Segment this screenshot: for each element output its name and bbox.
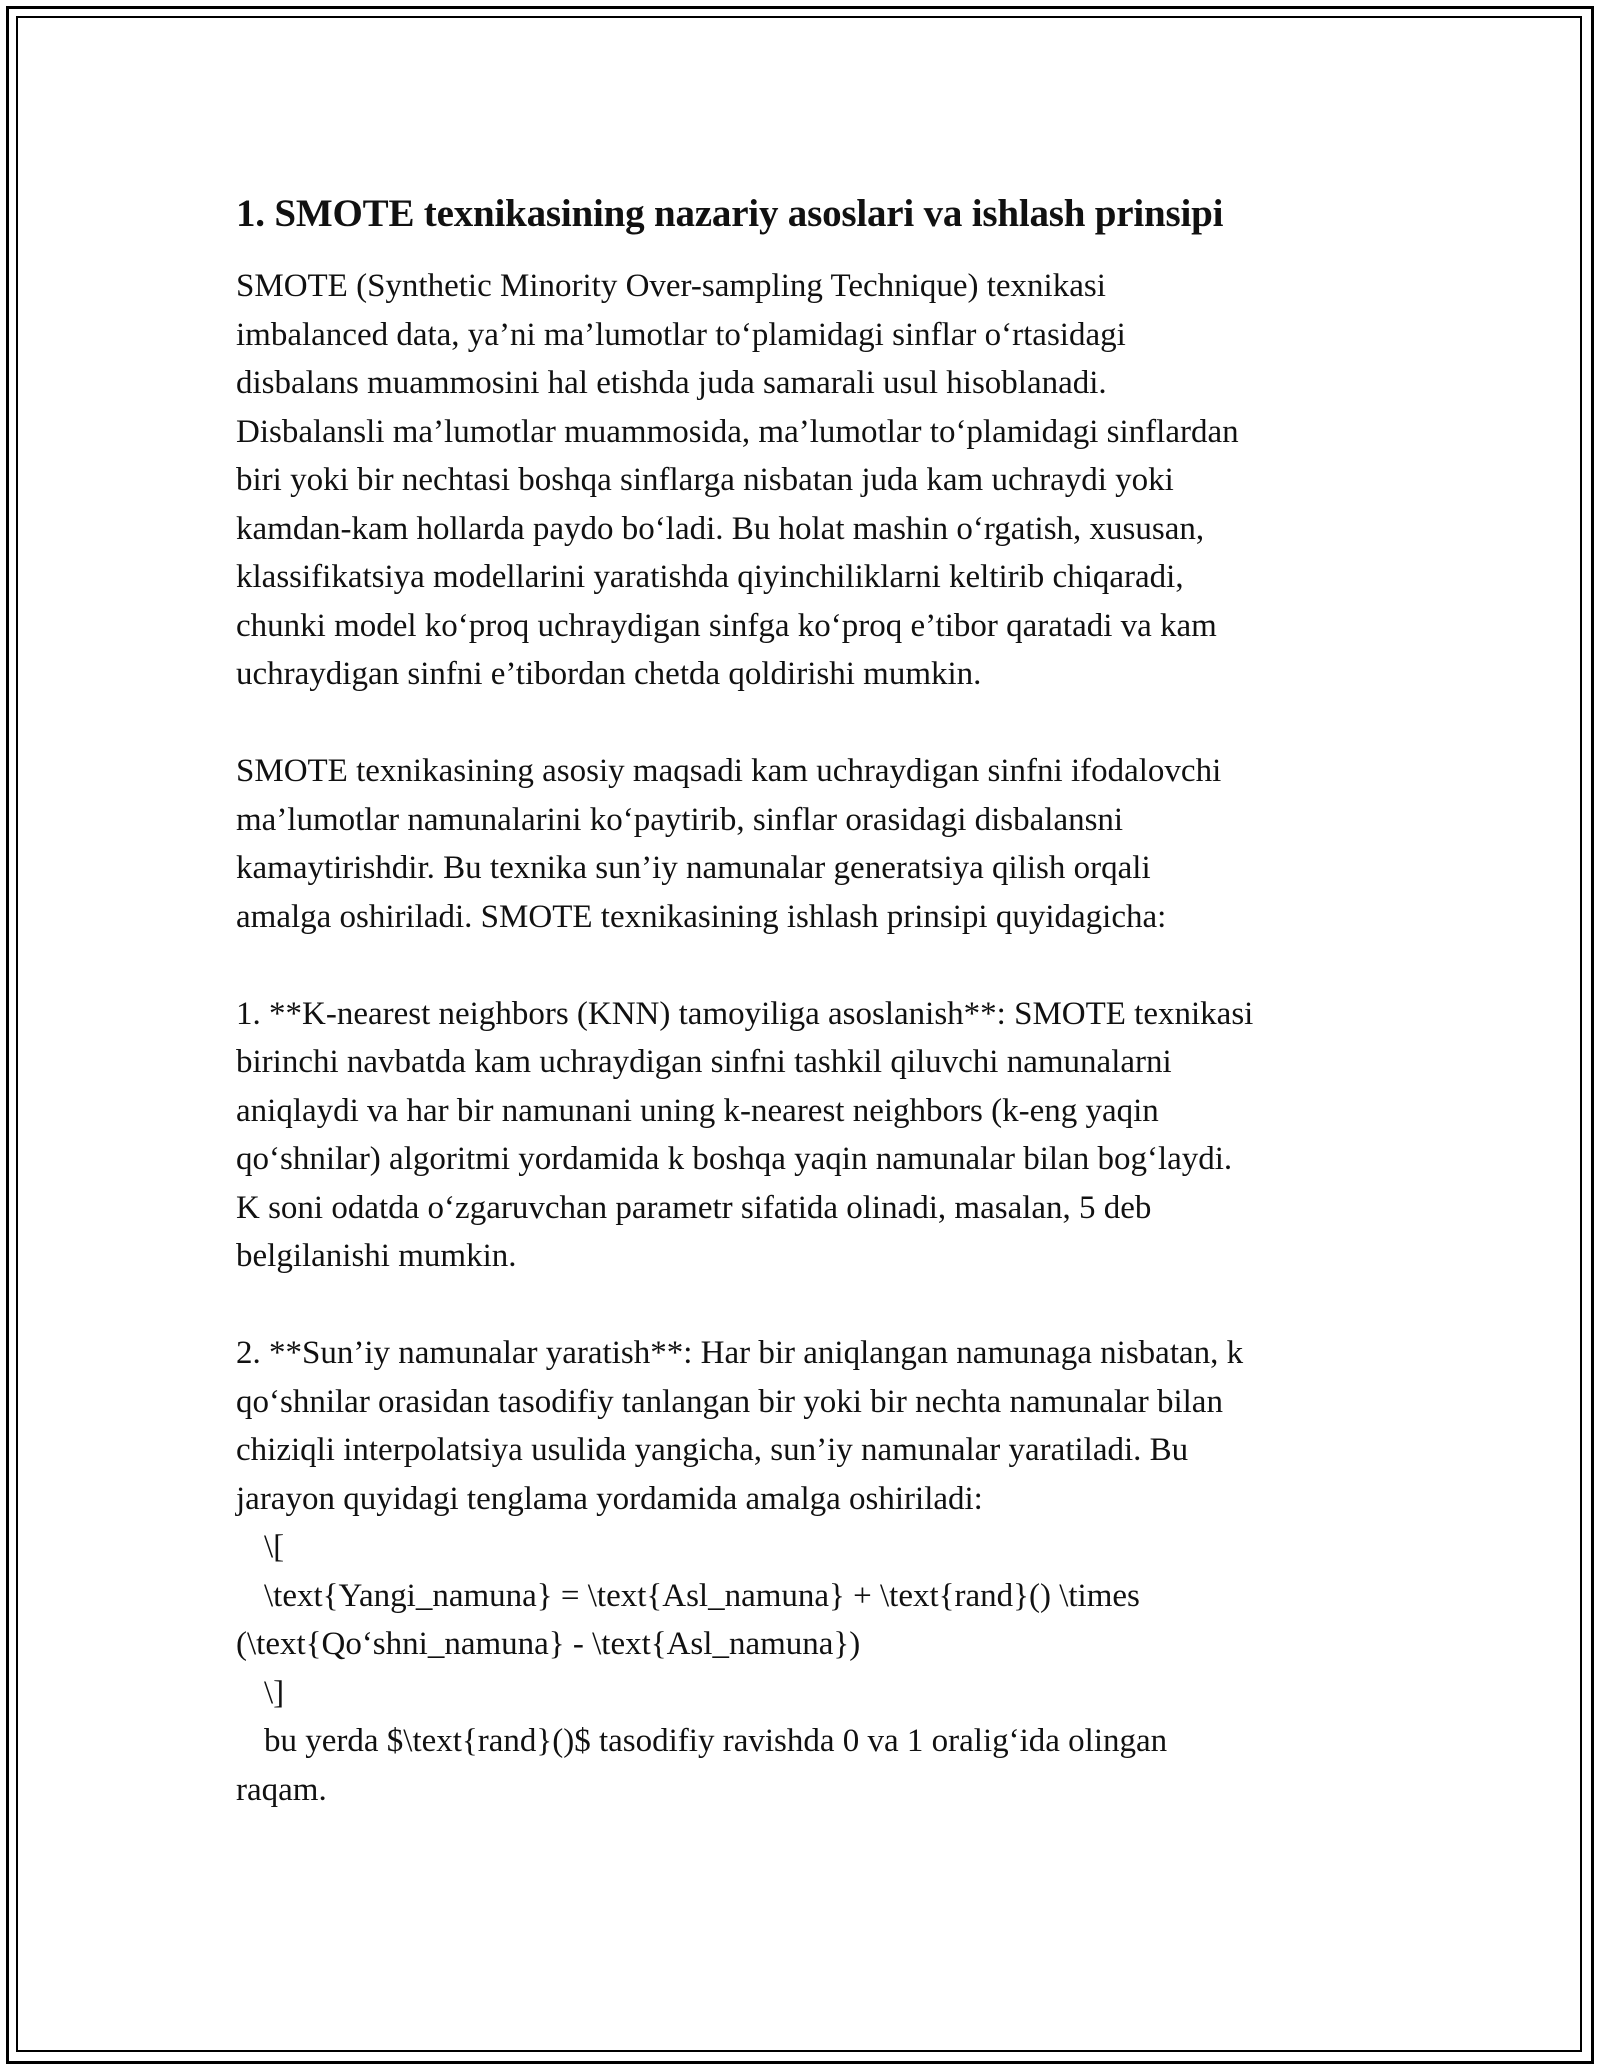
paragraph-gap [236, 941, 1376, 990]
section-heading: 1. SMOTE texnikasining nazariy asoslari va ishlash prinsipi [236, 192, 1224, 235]
paragraph-gap [236, 1281, 1376, 1330]
equation-note: bu yerda $\text{rand}()$ tasodifiy ravishda 0 va 1 oralig‘ida olingan [264, 1723, 1168, 1759]
equation-open: \[ [264, 1529, 285, 1565]
paragraph-step-synthetic: 2. **Sun’iy namunalar yaratish**: Har bir aniqlangan namunaga nisbatan, k qo‘shnilar orasidan tasodifiy tanlangan bir yoki bir nechta namunalar bilan chiziqli interpolatsiya usulida yangicha, sun’iy namunalar yaratiladi. Bu jarayon quyidagi tenglama yordamida amalga oshiriladi: [236, 1335, 1244, 1517]
equation-line-2: (\text{Qo‘shni_namuna} - \text{Asl_namuna}) [236, 1626, 861, 1662]
equation-close: \] [264, 1674, 285, 1711]
paragraph-intro: SMOTE (Synthetic Minority Over-sampling Technique) texnikasi imbalanced data, ya’ni ma’lumotlar to‘plamidagi sinflar o‘rtasidagi disbalans muammosini hal etishda juda samarali usul hisoblanadi. Disbalansli ma’lumotlar muammosida, ma’lumotlar to‘plamidagi sinflardan biri yoki bir nechtasi boshqa sinflarga nisbatan juda kam uchraydi yoki kamdan-kam hollarda paydo bo‘ladi. Bu holat mashin o‘rgatish, xususan, klassifikatsiya modellarini yaratishda qiyinchiliklarni keltirib chiqaradi, chunki model ko‘proq uchraydigan sinfga ko‘proq e’tibor qaratadi va kam uchraydigan sinfni e’tibordan chetda qoldirishi mumkin. [236, 268, 1239, 692]
equation-line-1: \text{Yangi_namuna} = \text{Asl_namuna} + \text{rand}() \times [264, 1577, 1140, 1614]
paragraph-gap [236, 699, 1376, 748]
document-body [236, 188, 1376, 1814]
equation-note-continued: raqam. [236, 1771, 327, 1808]
paragraph-step-knn: 1. **K-nearest neighbors (KNN) tamoyiliga asoslanish**: SMOTE texnikasi birinchi navbatda kam uchraydigan sinfni tashkil qiluvchi namunalarni aniqlaydi va har bir namunani uning k-nearest neighbors (k-eng yaqin qo‘shnilar) algoritmi yordamida k boshqa yaqin namunalar bilan bog‘laydi. K soni odatda o‘zgaruvchan parametr sifatida olinadi, masalan, 5 deb belgilanishi mumkin. [236, 995, 1254, 1274]
paragraph-goal: SMOTE texnikasining asosiy maqsadi kam uchraydigan sinfni ifodalovchi ma’lumotlar namunalarini ko‘paytirib, sinflar orasidagi disbalansni kamaytirishdir. Bu texnika sun’iy namunalar generatsiya qilish orqali amalga oshiriladi. SMOTE texnikasining ishlash prinsipi quyidagicha: [236, 753, 1222, 935]
